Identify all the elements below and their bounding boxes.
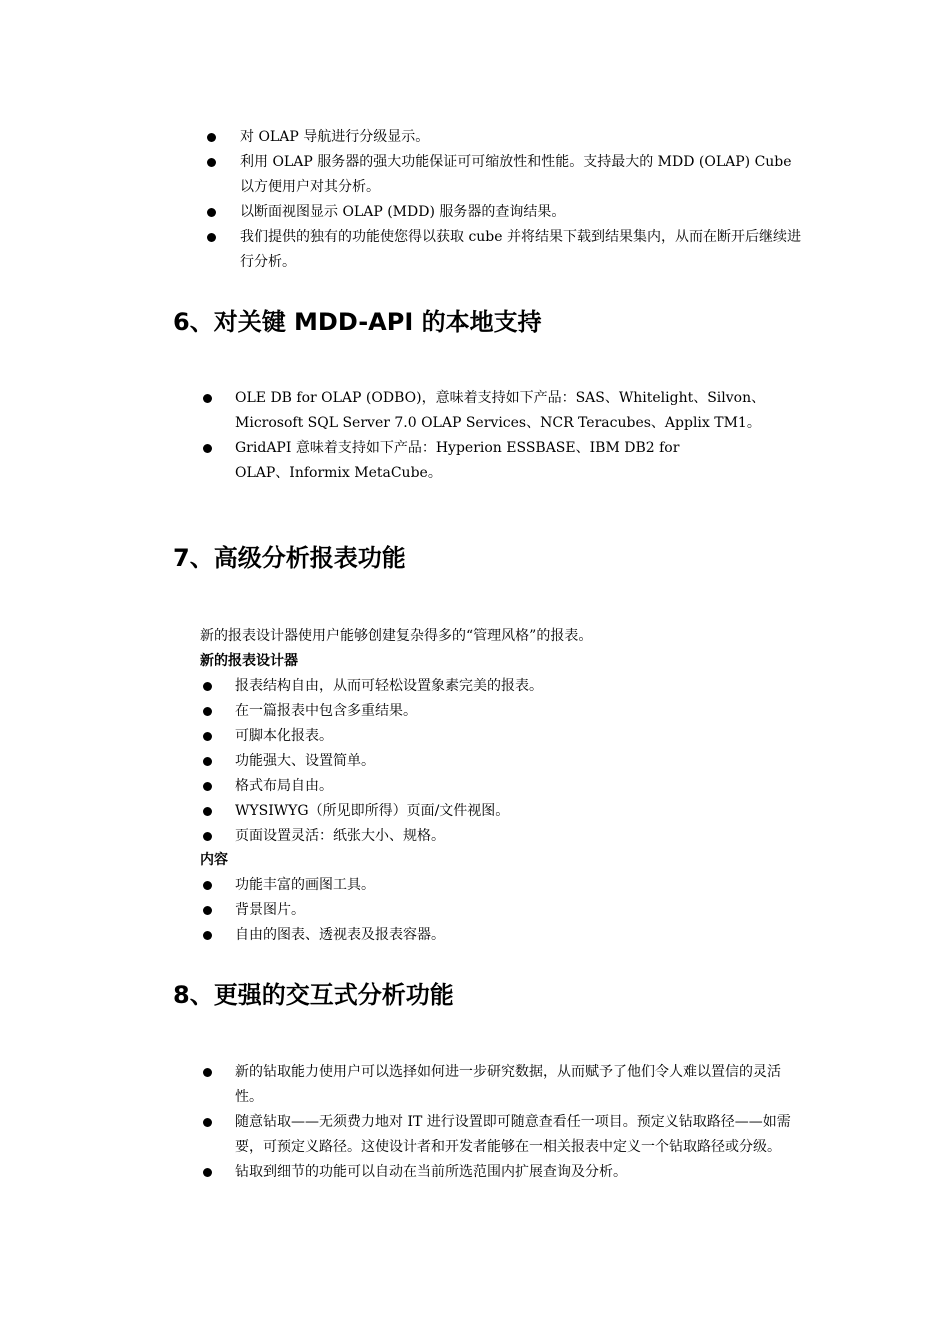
list-item-text: 我们提供的独有的功能使您得以获取 cube 并将结果下载到结果集内，从而在断开后继续进行分析。: [240, 229, 802, 270]
bullet-icon: [203, 1068, 212, 1077]
bullet-icon: [203, 832, 212, 841]
report-designer-list: [203, 674, 793, 849]
section-6-list: [203, 386, 793, 486]
list-item-text: 新的钻取能力使用户可以选择如何进一步研究数据，从而赋予了他们令人难以置信的灵活性。: [235, 1064, 781, 1105]
list-item: [203, 386, 793, 436]
bullet-icon: [203, 1168, 212, 1177]
list-item-text: 页面设置灵活：纸张大小、规格。: [235, 828, 445, 844]
list-item-text: GridAPI 意味着支持如下产品：Hyperion ESSBASE、IBM DB2 for OLAP、Informix MetaCube。: [235, 440, 680, 481]
list-item-text: 背景图片。: [235, 902, 305, 918]
bullet-icon: [203, 682, 212, 691]
bullet-icon: [203, 707, 212, 716]
list-item: [203, 436, 705, 486]
bullet-icon: [207, 133, 216, 142]
list-item-text: 在一篇报表中包含多重结果。: [235, 703, 417, 719]
content-subheading: 内容: [200, 852, 228, 868]
list-item-text: 以断面视图显示 OLAP (MDD) 服务器的查询结果。: [240, 204, 566, 220]
list-item: [203, 898, 793, 923]
list-item-text: 对 OLAP 导航进行分级显示。: [240, 129, 430, 145]
list-item: [203, 799, 793, 824]
list-item: [207, 125, 802, 150]
list-item: [203, 873, 793, 898]
list-item-text: 自由的图表、透视表及报表容器。: [235, 927, 445, 943]
list-item: [203, 824, 793, 849]
list-item: [203, 699, 793, 724]
section-8-title: 8、更强的交互式分析功能: [173, 981, 454, 1009]
list-item-text: 钻取到细节的功能可以自动在当前所选范围内扩展查询及分析。: [235, 1164, 627, 1180]
bullet-icon: [203, 1118, 212, 1127]
list-item: [203, 1110, 795, 1160]
list-item-text: 功能丰富的画图工具。: [235, 877, 375, 893]
bullet-icon: [203, 444, 212, 453]
list-item: [203, 774, 793, 799]
list-item-text: 利用 OLAP 服务器的强大功能保证可可缩放性和性能。支持最大的 MDD (OLAP) Cube 以方便用户对其分析。: [240, 154, 792, 195]
list-item-text: WYSIWYG（所见即所得）页面/文件视图。: [235, 803, 510, 819]
report-designer-subheading: 新的报表设计器: [200, 653, 298, 669]
bullet-icon: [207, 233, 216, 242]
section-7-intro: 新的报表设计器使用户能够创建复杂得多的“管理风格”的报表。: [200, 628, 593, 644]
list-item-text: 随意钻取——无须费力地对 IT 进行设置即可随意查看任一项目。预定义钻取路径——如需要，可预定义路径。这使设计者和开发者能够在一相关报表中定义一个钻取路径或分级。: [235, 1114, 791, 1155]
olap-feature-list: [207, 125, 802, 275]
list-item: [207, 225, 802, 275]
list-item: [207, 200, 802, 225]
bullet-icon: [203, 732, 212, 741]
list-item-text: 报表结构自由，从而可轻松设置象素完美的报表。: [235, 678, 543, 694]
content-list: [203, 873, 793, 948]
list-item: [203, 724, 793, 749]
list-item-text: 功能强大、设置简单。: [235, 753, 375, 769]
bullet-icon: [203, 394, 212, 403]
bullet-icon: [203, 782, 212, 791]
bullet-icon: [203, 807, 212, 816]
bullet-icon: [203, 757, 212, 766]
list-item: [203, 1060, 795, 1110]
bullet-icon: [207, 158, 216, 167]
list-item: [203, 749, 793, 774]
list-item-text: OLE DB for OLAP (ODBO)，意味着支持如下产品：SAS、Whitelight、Silvon、Microsoft SQL Server 7.0 OLAP Services、NCR Teracubes、Applix TM1。: [235, 390, 766, 431]
section-7-title: 7、高级分析报表功能: [173, 544, 406, 572]
list-item: [203, 674, 793, 699]
bullet-icon: [207, 208, 216, 217]
bullet-icon: [203, 906, 212, 915]
section-6-title: 6、对关键 MDD-API 的本地支持: [173, 308, 542, 336]
list-item-text: 格式布局自由。: [235, 778, 333, 794]
list-item: [207, 150, 802, 200]
list-item: [203, 1160, 795, 1185]
bullet-icon: [203, 881, 212, 890]
list-item: [203, 923, 793, 948]
list-item-text: 可脚本化报表。: [235, 728, 333, 744]
bullet-icon: [203, 931, 212, 940]
section-8-list: [203, 1060, 795, 1185]
